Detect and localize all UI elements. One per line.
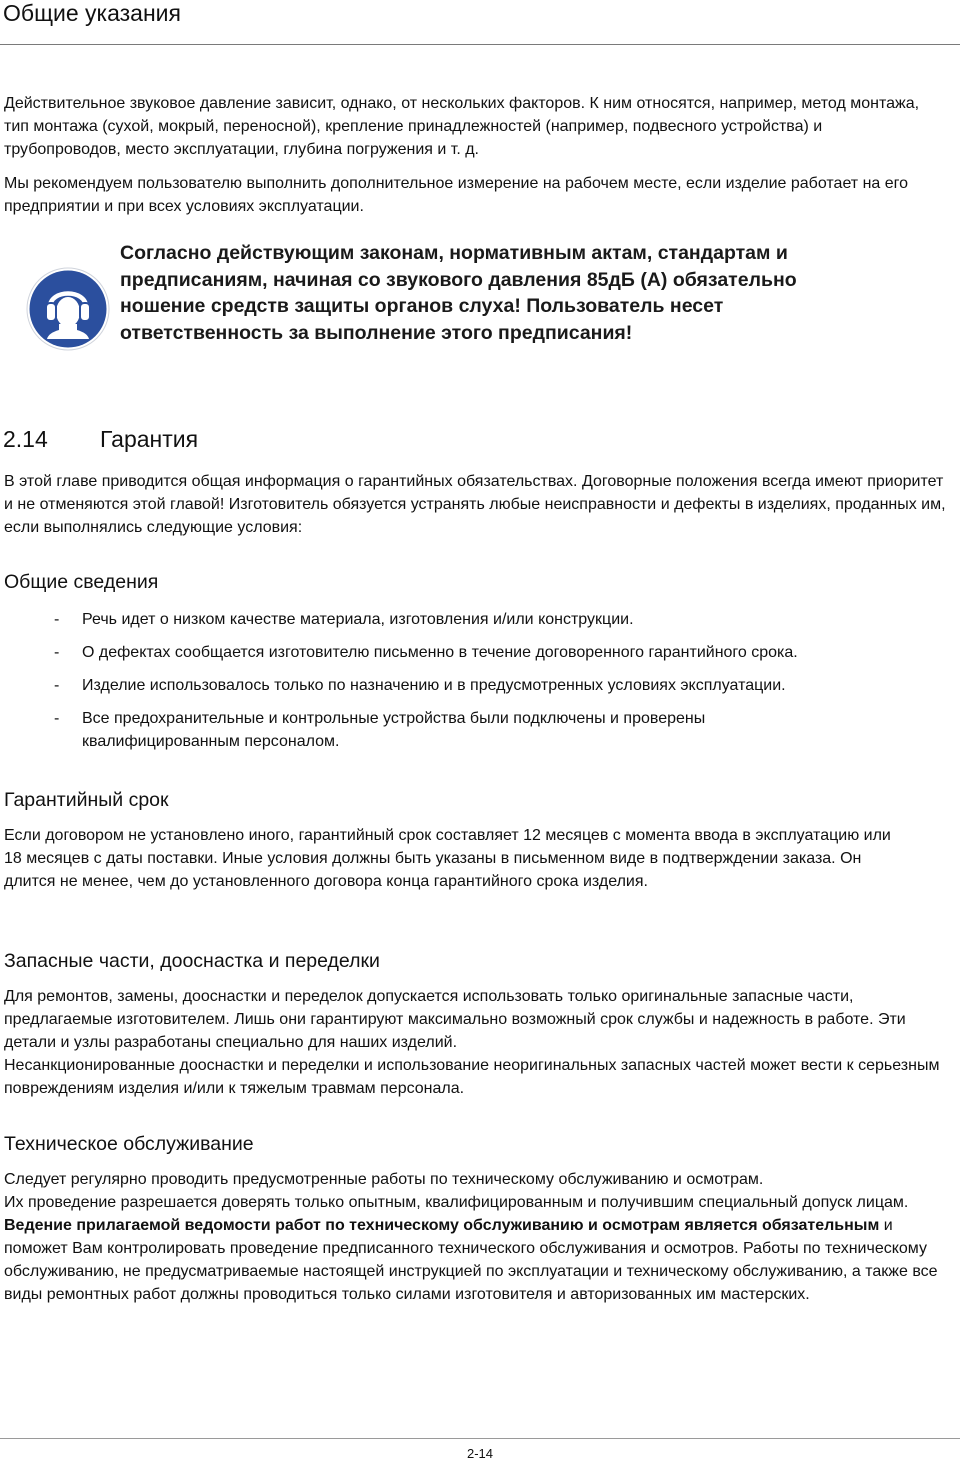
list-dash: - <box>54 644 60 661</box>
list-dash: - <box>54 710 60 727</box>
list-item: - Речь идет о низком качестве материала, изготовления и/или конструкции. <box>54 608 934 631</box>
parts-text-2: Несанкционированные дооснастки и переделки и использование неоригинальных запасных частей может вести к серьезным повреждениям изделия и/или к тяжелым травмам персонала. <box>4 1057 940 1097</box>
maintenance-text-1: Следует регулярно проводить предусмотренные работы по техническому обслуживанию и осмотрам. <box>4 1171 764 1188</box>
ear-protection-icon <box>26 267 110 351</box>
maintenance-emphasis: Ведение прилагаемой ведомости работ по техническому обслуживанию и осмотрам является обязательным <box>4 1217 880 1234</box>
section-intro: В этой главе приводится общая информация о гарантийных обязательствах. Договорные положения всегда имеют приоритет и не отменяются этой главой! Изготовитель обязуется устранять любые неисправности и дефекты в изделиях, проданных им, если выполнялись следующие условия: <box>4 473 946 536</box>
list-item: - Изделие использовалось только по назначению и в предусмотренных условиях эксплуатации. <box>54 674 934 697</box>
page-number: 2-14 <box>466 1446 494 1461</box>
list-dash: - <box>54 677 60 694</box>
header-divider <box>0 44 960 45</box>
parts-heading: Запасные части, дооснастка и переделки <box>4 950 380 972</box>
period-heading: Гарантийный срок <box>4 789 169 811</box>
intro-paragraph-2: Мы рекомендуем пользователю выполнить дополнительное измерение на рабочем месте, если изделие работает на его предприятии и при всех условиях эксплуатации. <box>4 175 909 215</box>
maintenance-text-2: Их проведение разрешается доверять только опытным, квалифицированным и получившим специальный допуск лицам. Ведение прилагаемой ведомости работ по техническому обслуживанию и осмотрам является обязательным и поможет Вам контролировать проведение предписанного технического обслуживания и осмотров. Работы по техническому обслуживанию, не предусматриваемые настоящей инструкцией по эксплуатации и техническому обслуживанию, а также все виды ремонтных работ должны проводиться только силами изготовителя и авторизованных им мастерских. <box>4 1194 938 1303</box>
intro-paragraph-1: Действительное звуковое давление зависит, однако, от нескольких факторов. К ним относятся, например, метод монтажа, тип монтажа (сухой, мокрый, переносной), крепление принадлежностей (например, подвесного устройства) и трубопроводов, место эксплуатации, глубина погружения и т. д. <box>4 95 920 158</box>
list-dash: - <box>54 611 60 628</box>
period-text: Если договором не установлено иного, гарантийный срок составляет 12 месяцев с момента ввода в эксплуатацию или 18 месяцев с даты поставки. Иные условия должны быть указаны в письменном виде в подтверждении заказа. Он длится не менее, чем до установленного договора конца гарантийного срока изделия. <box>4 827 891 890</box>
section-title: Гарантия <box>100 426 199 452</box>
list-item: - О дефектах сообщается изготовителю письменно в течение договоренного гарантийного срока. <box>54 641 934 664</box>
parts-text-1: Для ремонтов, замены, дооснастки и переделок допускается использовать только оригинальные запасные части, предлагаемые изготовителем. Лишь они гарантируют максимально возможный срок службы и надежность в работе. Эти детали и узлы разработаны специально для наших изделий. <box>4 988 906 1051</box>
maintenance-heading: Техническое обслуживание <box>4 1133 254 1155</box>
section-number: 2.14 <box>3 426 48 452</box>
header-title: Общие указания <box>3 0 181 26</box>
conditions-list <box>54 608 934 763</box>
hearing-protection-warning: Согласно действующим законам, нормативным актам, стандартам и предписаниям, начиная со звукового давления 85дБ (А) обязательно ношение средств защиты органов слуха! Пользователь несет ответственность за выполнение этого предписания! <box>120 242 797 344</box>
general-heading: Общие сведения <box>4 571 159 593</box>
list-item: - Все предохранительные и контрольные устройства были подключены и проверены квалифицированным персоналом. <box>54 707 842 753</box>
footer-divider <box>0 1438 960 1439</box>
